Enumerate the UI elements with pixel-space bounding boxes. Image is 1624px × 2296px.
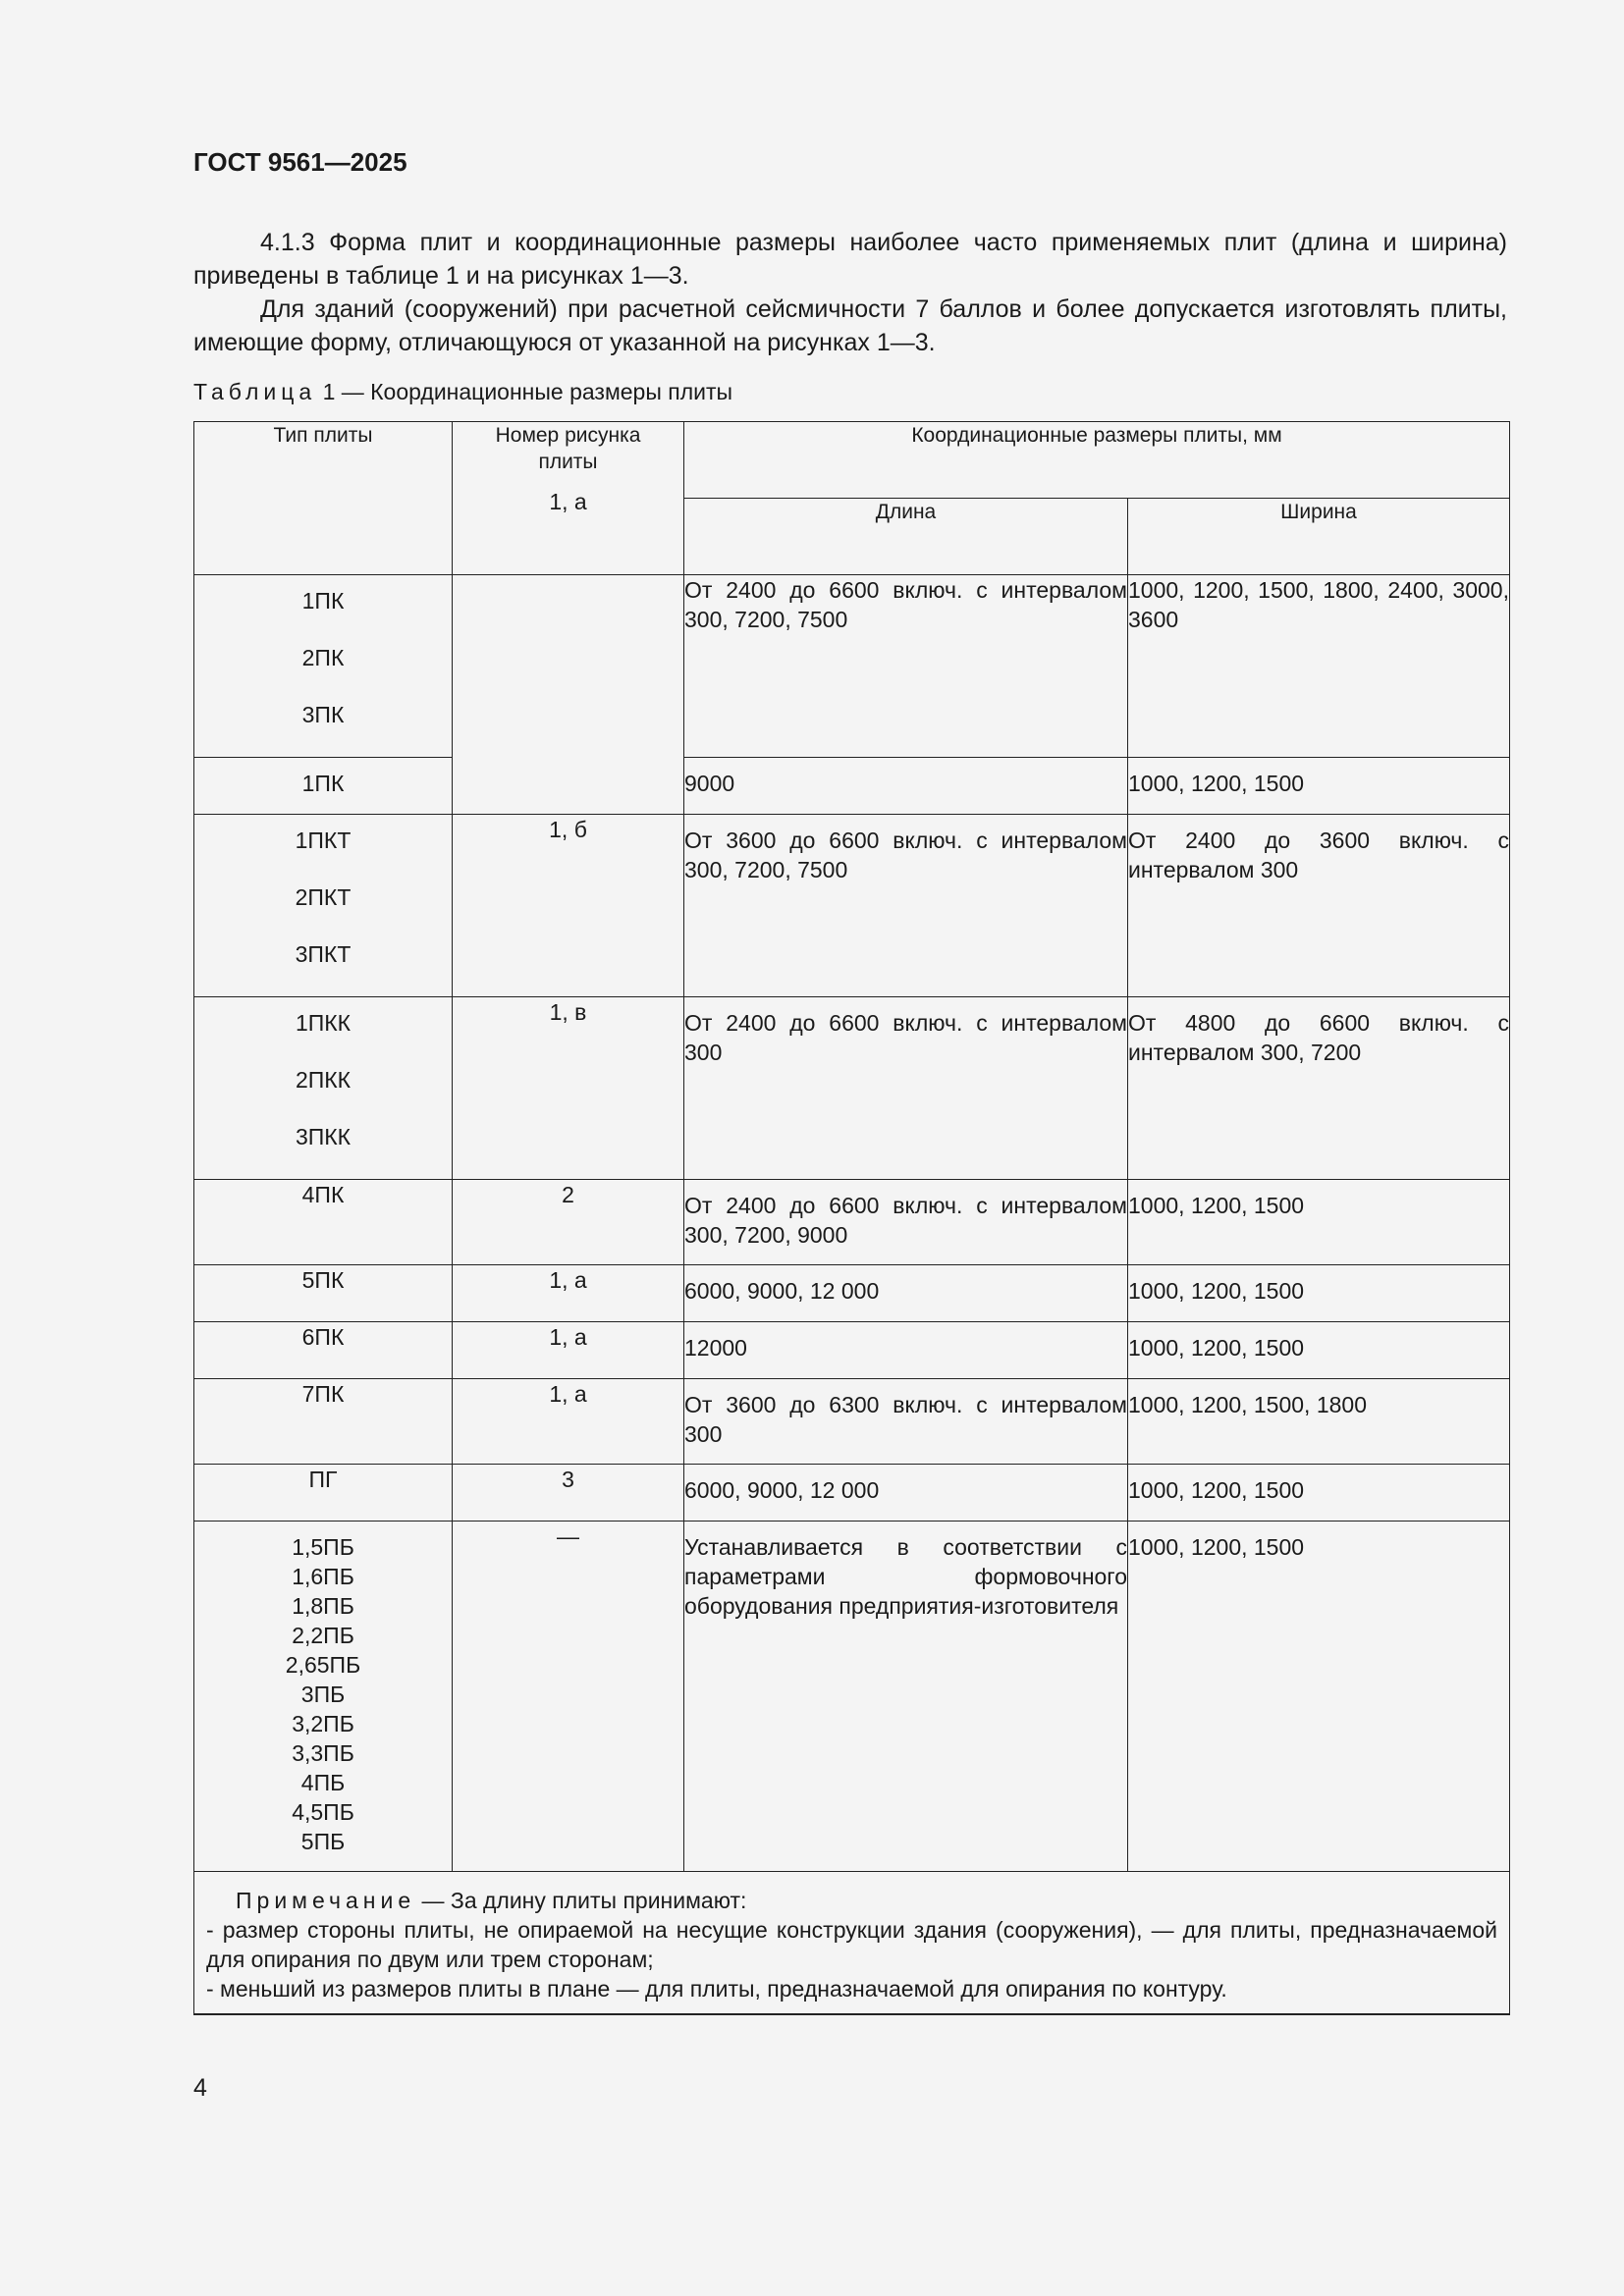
- table-caption: [193, 379, 732, 405]
- note-intro: — За длину плиты принимают:: [415, 1888, 747, 1913]
- type-cell: ПГ: [194, 1465, 453, 1522]
- figure-value: 1, а: [549, 489, 587, 514]
- note-item: - меньший из размеров плиты в плане — для плиты, предназначаемой для опирания по контуру.: [206, 1976, 1227, 2002]
- table-row: [194, 1522, 1510, 1872]
- type-item: 3ПК: [301, 702, 345, 727]
- type-cell: [194, 815, 453, 997]
- width-cell: 1000, 1200, 1500: [1128, 1322, 1510, 1379]
- length-cell: От 3600 до 6300 включ. с интервалом 300: [684, 1379, 1128, 1465]
- length-cell: От 2400 до 6600 включ. с интервалом 300, 7200, 7500: [684, 575, 1128, 758]
- width-cell: 1000, 1200, 1500, 1800, 2400, 3000, 3600: [1128, 575, 1510, 758]
- note-row: [194, 1872, 1510, 2015]
- paragraph-4-1-3: 4.1.3 Форма плит и координационные размеры наиболее часто применяемых плит (длина и ширина) приведены в таблице 1 и на рисунках 1—3.: [193, 229, 1507, 290]
- figure-cell: 3: [453, 1465, 684, 1522]
- type-cell: [194, 758, 453, 815]
- width-cell: От 4800 до 6600 включ. с интервалом 300, 7200: [1128, 997, 1510, 1180]
- type-item: 1,6ПБ: [292, 1564, 354, 1589]
- type-item: 3ПБ: [300, 1682, 346, 1707]
- type-cell: 6ПК: [194, 1322, 453, 1379]
- note-item: - размер стороны плиты, не опираемой на несущие конструкции здания (сооружения), — для плиты, предназначаемой для опирания по двум или трем сторонам;: [206, 1917, 1497, 1972]
- table-row: [194, 1379, 1510, 1465]
- type-item: 3ПКК: [295, 1124, 352, 1149]
- figure-cell: 1, а: [453, 1322, 684, 1379]
- type-cell: [194, 1522, 453, 1872]
- type-item: 1ПКТ: [295, 828, 352, 853]
- figure-cell: 1, в: [453, 997, 684, 1180]
- header-width: Ширина: [1128, 499, 1510, 575]
- width-cell: 1000, 1200, 1500: [1128, 1522, 1510, 1872]
- note-label: Примечание: [236, 1888, 416, 1913]
- type-cell: 7ПК: [194, 1379, 453, 1465]
- type-item: 1ПКК: [295, 1010, 352, 1036]
- figure-cell: 2: [453, 1180, 684, 1265]
- width-cell: 1000, 1200, 1500: [1128, 1180, 1510, 1265]
- type-item: 4,5ПБ: [292, 1799, 354, 1825]
- note-cell: [194, 1872, 1510, 2015]
- length-cell: От 3600 до 6600 включ. с интервалом 300, 7200, 7500: [684, 815, 1128, 997]
- figure-cell: [453, 489, 684, 815]
- length-cell: 9000: [684, 758, 1128, 815]
- figure-cell: 1, а: [453, 1265, 684, 1322]
- type-item: 1ПК: [301, 771, 345, 796]
- table-row: [194, 758, 1510, 815]
- width-cell: 1000, 1200, 1500: [1128, 758, 1510, 815]
- table-row: [194, 997, 1510, 1180]
- table-row: [194, 1265, 1510, 1322]
- header-figure-label: Номер рисунка плиты: [495, 424, 641, 473]
- type-item: 3,3ПБ: [292, 1740, 354, 1766]
- type-item: 3,2ПБ: [292, 1711, 354, 1736]
- length-cell: 6000, 9000, 12 000: [684, 1465, 1128, 1522]
- width-cell: От 2400 до 3600 включ. с интервалом 300: [1128, 815, 1510, 997]
- table-row: [194, 815, 1510, 997]
- paragraph-seismic: Для зданий (сооружений) при расчетной сейсмичности 7 баллов и более допускается изготовлять плиты, имеющие форму, отличающуюся от указанной на рисунках 1—3.: [193, 295, 1507, 356]
- type-item: 1,8ПБ: [292, 1593, 354, 1619]
- type-item: 2ПКТ: [295, 884, 352, 910]
- type-item: 3ПКТ: [295, 941, 352, 967]
- figure-cell: —: [453, 1522, 684, 1872]
- width-cell: 1000, 1200, 1500: [1128, 1265, 1510, 1322]
- dimensions-table: [193, 421, 1510, 2015]
- table-row: [194, 575, 1510, 758]
- length-cell: От 2400 до 6600 включ. с интервалом 300: [684, 997, 1128, 1180]
- type-cell: [194, 575, 453, 758]
- figure-cell: 1, а: [453, 1379, 684, 1465]
- type-cell: 5ПК: [194, 1265, 453, 1322]
- width-cell: 1000, 1200, 1500, 1800: [1128, 1379, 1510, 1465]
- table-row: [194, 1322, 1510, 1379]
- header-type: Тип плиты: [194, 422, 453, 575]
- type-item: 5ПБ: [300, 1829, 346, 1854]
- type-item: 1,5ПБ: [292, 1534, 354, 1560]
- table-row: [194, 1465, 1510, 1522]
- type-item: 2ПКК: [295, 1067, 352, 1093]
- length-cell: 6000, 9000, 12 000: [684, 1265, 1128, 1322]
- table-caption-title: 1 — Координационные размеры плиты: [316, 379, 733, 404]
- note-heading: [206, 1886, 1497, 1915]
- header-dims: Координационные размеры плиты, мм: [684, 422, 1510, 499]
- document-header: ГОСТ 9561—2025: [193, 147, 407, 177]
- type-item: 2,2ПБ: [292, 1623, 354, 1648]
- length-cell: 12000: [684, 1322, 1128, 1379]
- width-cell: 1000, 1200, 1500: [1128, 1465, 1510, 1522]
- page-number: 4: [193, 2074, 207, 2102]
- figure-cell: 1, б: [453, 815, 684, 997]
- type-item: 1ПК: [301, 588, 345, 614]
- length-cell: Устанавливается в соответствии с параметрами формовочного оборудования предприятия-изготовителя: [684, 1522, 1128, 1872]
- type-cell: [194, 997, 453, 1180]
- type-cell: 4ПК: [194, 1180, 453, 1265]
- type-item: 2,65ПБ: [285, 1652, 361, 1678]
- table-row: [194, 1180, 1510, 1265]
- table-caption-label: Таблица: [193, 379, 317, 404]
- header-length: Длина: [684, 499, 1128, 575]
- type-item: 4ПБ: [300, 1770, 346, 1795]
- type-item: 2ПК: [301, 645, 345, 670]
- length-cell: От 2400 до 6600 включ. с интервалом 300, 7200, 9000: [684, 1180, 1128, 1265]
